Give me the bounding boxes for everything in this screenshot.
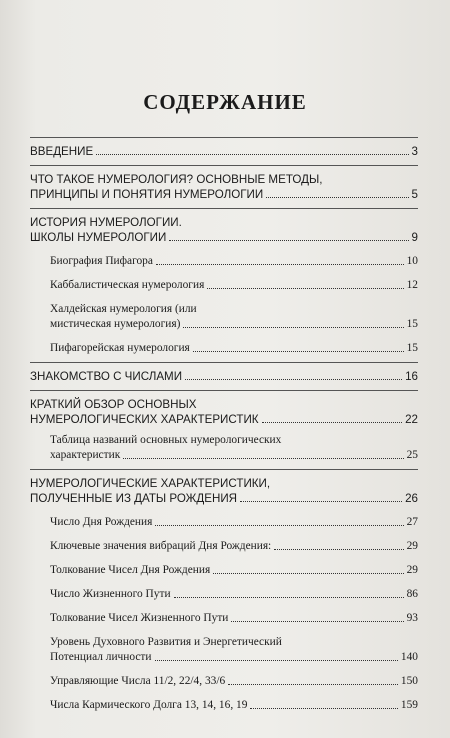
toc-entry-acquaintance-with-numbers[interactable] (30, 369, 418, 384)
dot-leader (207, 288, 403, 289)
toc-subentry-key-vibrations[interactable] (50, 539, 418, 554)
toc-entry-label: Биография Пифагора (50, 255, 153, 267)
dot-leader (123, 458, 403, 459)
toc-entry-page: 150 (400, 675, 418, 687)
dot-leader (262, 422, 403, 423)
toc-entry-history[interactable] (30, 215, 418, 245)
toc-entry-introduction[interactable] (30, 144, 418, 159)
dot-leader (266, 197, 408, 198)
dot-leader (213, 573, 403, 574)
toc-entry-birthdate-characteristics[interactable] (30, 476, 418, 506)
toc-subentry-pythagorean[interactable] (50, 341, 418, 356)
toc-entry-page: 140 (400, 651, 418, 663)
toc-subentry-birthday-interpretation[interactable] (50, 563, 418, 578)
toc-subentry-names-table[interactable] (50, 433, 418, 463)
toc-entry-page: 12 (406, 279, 418, 291)
toc-entry-page: 9 (411, 231, 418, 244)
toc-entry-label: Толкование Чисел Жизненного Пути (50, 612, 229, 624)
toc-entry-label-line: Уровень Духовного Развития и Энергетический (50, 636, 282, 648)
toc-entry-page: 27 (406, 516, 418, 528)
toc-entry-label: Пифагорейская нумерология (50, 342, 190, 354)
toc-entry-label-line: ПРИНЦИПЫ И ПОНЯТИЯ НУМЕРОЛОГИИ (30, 188, 264, 201)
toc-entry-label: Число Дня Рождения (50, 516, 153, 528)
dot-leader (228, 684, 398, 685)
toc-entry-page: 10 (406, 255, 418, 267)
toc-subentry-life-path-interpretation[interactable] (50, 611, 418, 626)
dot-leader (96, 154, 408, 155)
toc-subentry-karmic-debt[interactable] (50, 698, 418, 713)
dot-leader (193, 351, 404, 352)
toc-entry-brief-overview[interactable] (30, 397, 418, 427)
toc-entry-page: 5 (411, 188, 418, 201)
toc-entry-page: 15 (406, 318, 418, 330)
dot-leader (169, 240, 408, 241)
toc-entry-page: 159 (400, 699, 418, 711)
dot-leader (231, 621, 403, 622)
toc-entry-label-line: НУМЕРОЛОГИЧЕСКИХ ХАРАКТЕРИСТИК (30, 413, 259, 426)
toc-entry-page: 16 (405, 370, 418, 383)
toc-entry-label: Управляющие Числа 11/2, 22/4, 33/6 (50, 675, 226, 687)
toc-entry-page: 93 (406, 612, 418, 624)
toc-subentry-kabbalistic[interactable] (50, 278, 418, 293)
toc-entry-page: 15 (406, 342, 418, 354)
toc-subentry-spiritual-level[interactable] (50, 635, 418, 665)
dot-leader (156, 264, 404, 265)
toc-entry-label-line: ЧТО ТАКОЕ НУМЕРОЛОГИЯ? ОСНОВНЫЕ МЕТОДЫ, (30, 173, 323, 186)
dot-leader (155, 525, 403, 526)
toc-subentry-chaldean[interactable] (50, 302, 418, 332)
table-of-contents (30, 137, 418, 713)
toc-entry-label-line: НУМЕРОЛОГИЧЕСКИЕ ХАРАКТЕРИСТИКИ, (30, 477, 271, 490)
dot-leader (183, 327, 403, 328)
toc-entry-page: 29 (406, 540, 418, 552)
toc-entry-page: 3 (411, 145, 418, 158)
toc-entry-what-is-numerology[interactable] (30, 172, 418, 202)
toc-entry-label: Каббалистическая нумерология (50, 279, 205, 291)
toc-entry-page: 22 (405, 413, 418, 426)
toc-entry-label: ЗНАКОМСТВО С ЧИСЛАМИ (30, 370, 183, 383)
toc-subentry-birthday-number[interactable] (50, 515, 418, 530)
toc-entry-label: Толкование Чисел Дня Рождения (50, 564, 211, 576)
toc-entry-page: 29 (406, 564, 418, 576)
toc-entry-label: Число Жизненного Пути (50, 588, 171, 600)
toc-entry-label-line: мистическая нумерология) (50, 318, 181, 330)
toc-entry-label: Ключевые значения вибраций Дня Рождения: (50, 540, 272, 552)
toc-entry-page: 26 (405, 492, 418, 505)
toc-entry-label-line: Таблица названий основных нумерологических (50, 434, 282, 446)
toc-entry-label-line: ИСТОРИЯ НУМЕРОЛОГИИ. (30, 216, 182, 229)
toc-entry-label: ВВЕДЕНИЕ (30, 145, 94, 158)
toc-entry-label-line: Потенциал личности (50, 651, 152, 663)
toc-entry-label-line: КРАТКИЙ ОБЗОР ОСНОВНЫХ (30, 398, 197, 411)
dot-leader (155, 660, 398, 661)
toc-subentry-life-path-number[interactable] (50, 587, 418, 602)
toc-entry-label-line: ШКОЛЫ НУМЕРОЛОГИИ (30, 231, 167, 244)
toc-entry-page: 86 (406, 588, 418, 600)
dot-leader (250, 708, 398, 709)
toc-entry-label: Числа Кармического Долга 13, 14, 16, 19 (50, 699, 248, 711)
toc-entry-label-line: характеристик (50, 449, 121, 461)
page-title: СОДЕРЖАНИЕ (143, 90, 307, 114)
toc-entry-label-line: ПОЛУЧЕННЫЕ ИЗ ДАТЫ РОЖДЕНИЯ (30, 492, 238, 505)
toc-subentry-master-numbers[interactable] (50, 674, 418, 689)
dot-leader (185, 379, 402, 380)
toc-entry-label-line: Халдейская нумерология (или (50, 303, 197, 315)
toc-entry-page: 25 (406, 449, 418, 461)
dot-leader (274, 549, 403, 550)
dot-leader (174, 597, 404, 598)
dot-leader (240, 501, 402, 502)
toc-subentry-pythagoras-biography[interactable] (50, 254, 418, 269)
